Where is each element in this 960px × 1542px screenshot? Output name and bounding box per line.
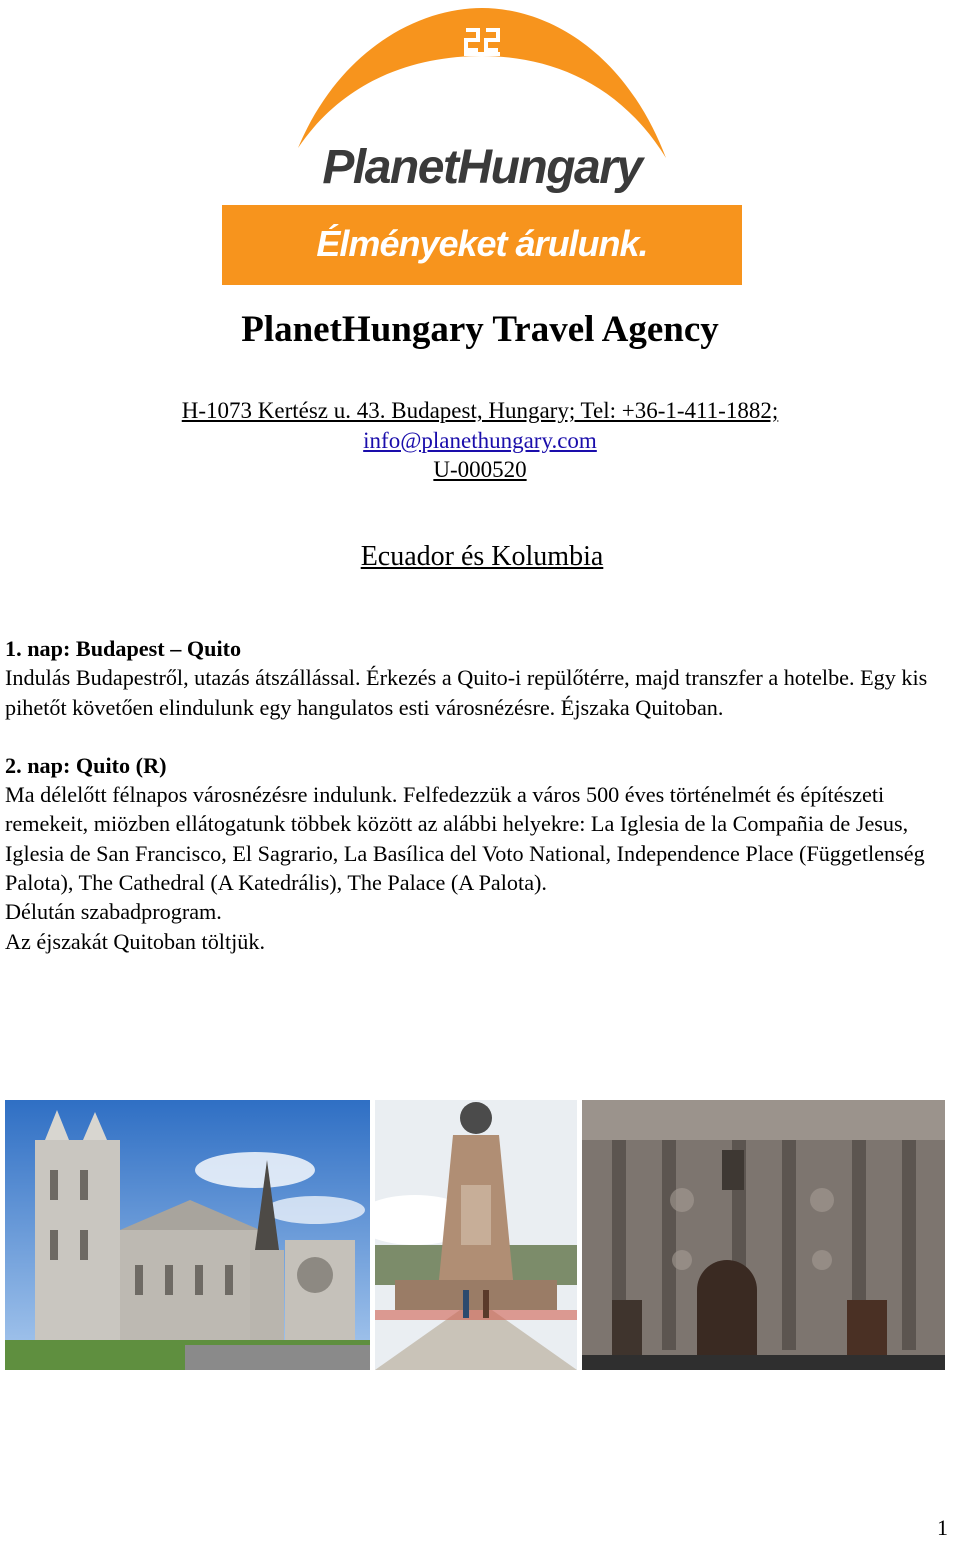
trip-title: Ecuador és Kolumbia: [360, 541, 604, 572]
day-paragraph: Ma délelőtt félnapos városnézésre indulunk. Felfedezzük a város 500 éves történelmét és építészeti remekeit, miözben ellátogatunk többek között az alábbi helyekre: La Iglesia de la Compañia de Jesus, Iglesia de San Francisco, El Sagrario, La Basílica del Voto National, Independence Place (Függetlenség Palota), The Cathedral (A Katedrális), The Palace (A Palota).: [5, 782, 925, 896]
logo-brand-name: PlanetHungary: [322, 141, 642, 194]
itinerary: [5, 634, 935, 956]
day-paragraph: Az éjszakát Quitoban töltjük.: [5, 928, 266, 954]
basilica-photo: [5, 1100, 370, 1370]
equator-monument-photo: [375, 1100, 577, 1370]
address-line: H-1073 Kertész u. 43. Budapest, Hungary; Tel: +36-1-411-1882;: [181, 398, 779, 423]
agency-code: U-000520: [433, 457, 527, 482]
church-facade-photo: [582, 1100, 945, 1370]
day-paragraph: Délután szabadprogram.: [5, 899, 222, 925]
day-section: [5, 634, 935, 722]
page-number: 1: [937, 1515, 948, 1540]
planethungary-logo: [220, 8, 744, 280]
photo-strip: [5, 1100, 945, 1372]
logo-tagline: Élményeket árulunk.: [316, 223, 648, 264]
day-title: 1. nap: Budapest – Quito: [5, 636, 242, 661]
contact-block: [0, 396, 960, 485]
day-title: 2. nap: Quito (R): [5, 752, 167, 778]
day-paragraph: Indulás Budapestről, utazás átszállással. Érkezés a Quito-i repülőtérre, majd transzfer a hotelbe. Egy kis pihetőt követően elindulunk egy hangulatos esti városnézésre. Éjszaka Quitoban.: [5, 665, 928, 720]
email-link[interactable]: info@planethungary.com: [363, 427, 597, 453]
page-title: PlanetHungary Travel Agency: [241, 309, 719, 350]
day-section: [5, 751, 935, 956]
